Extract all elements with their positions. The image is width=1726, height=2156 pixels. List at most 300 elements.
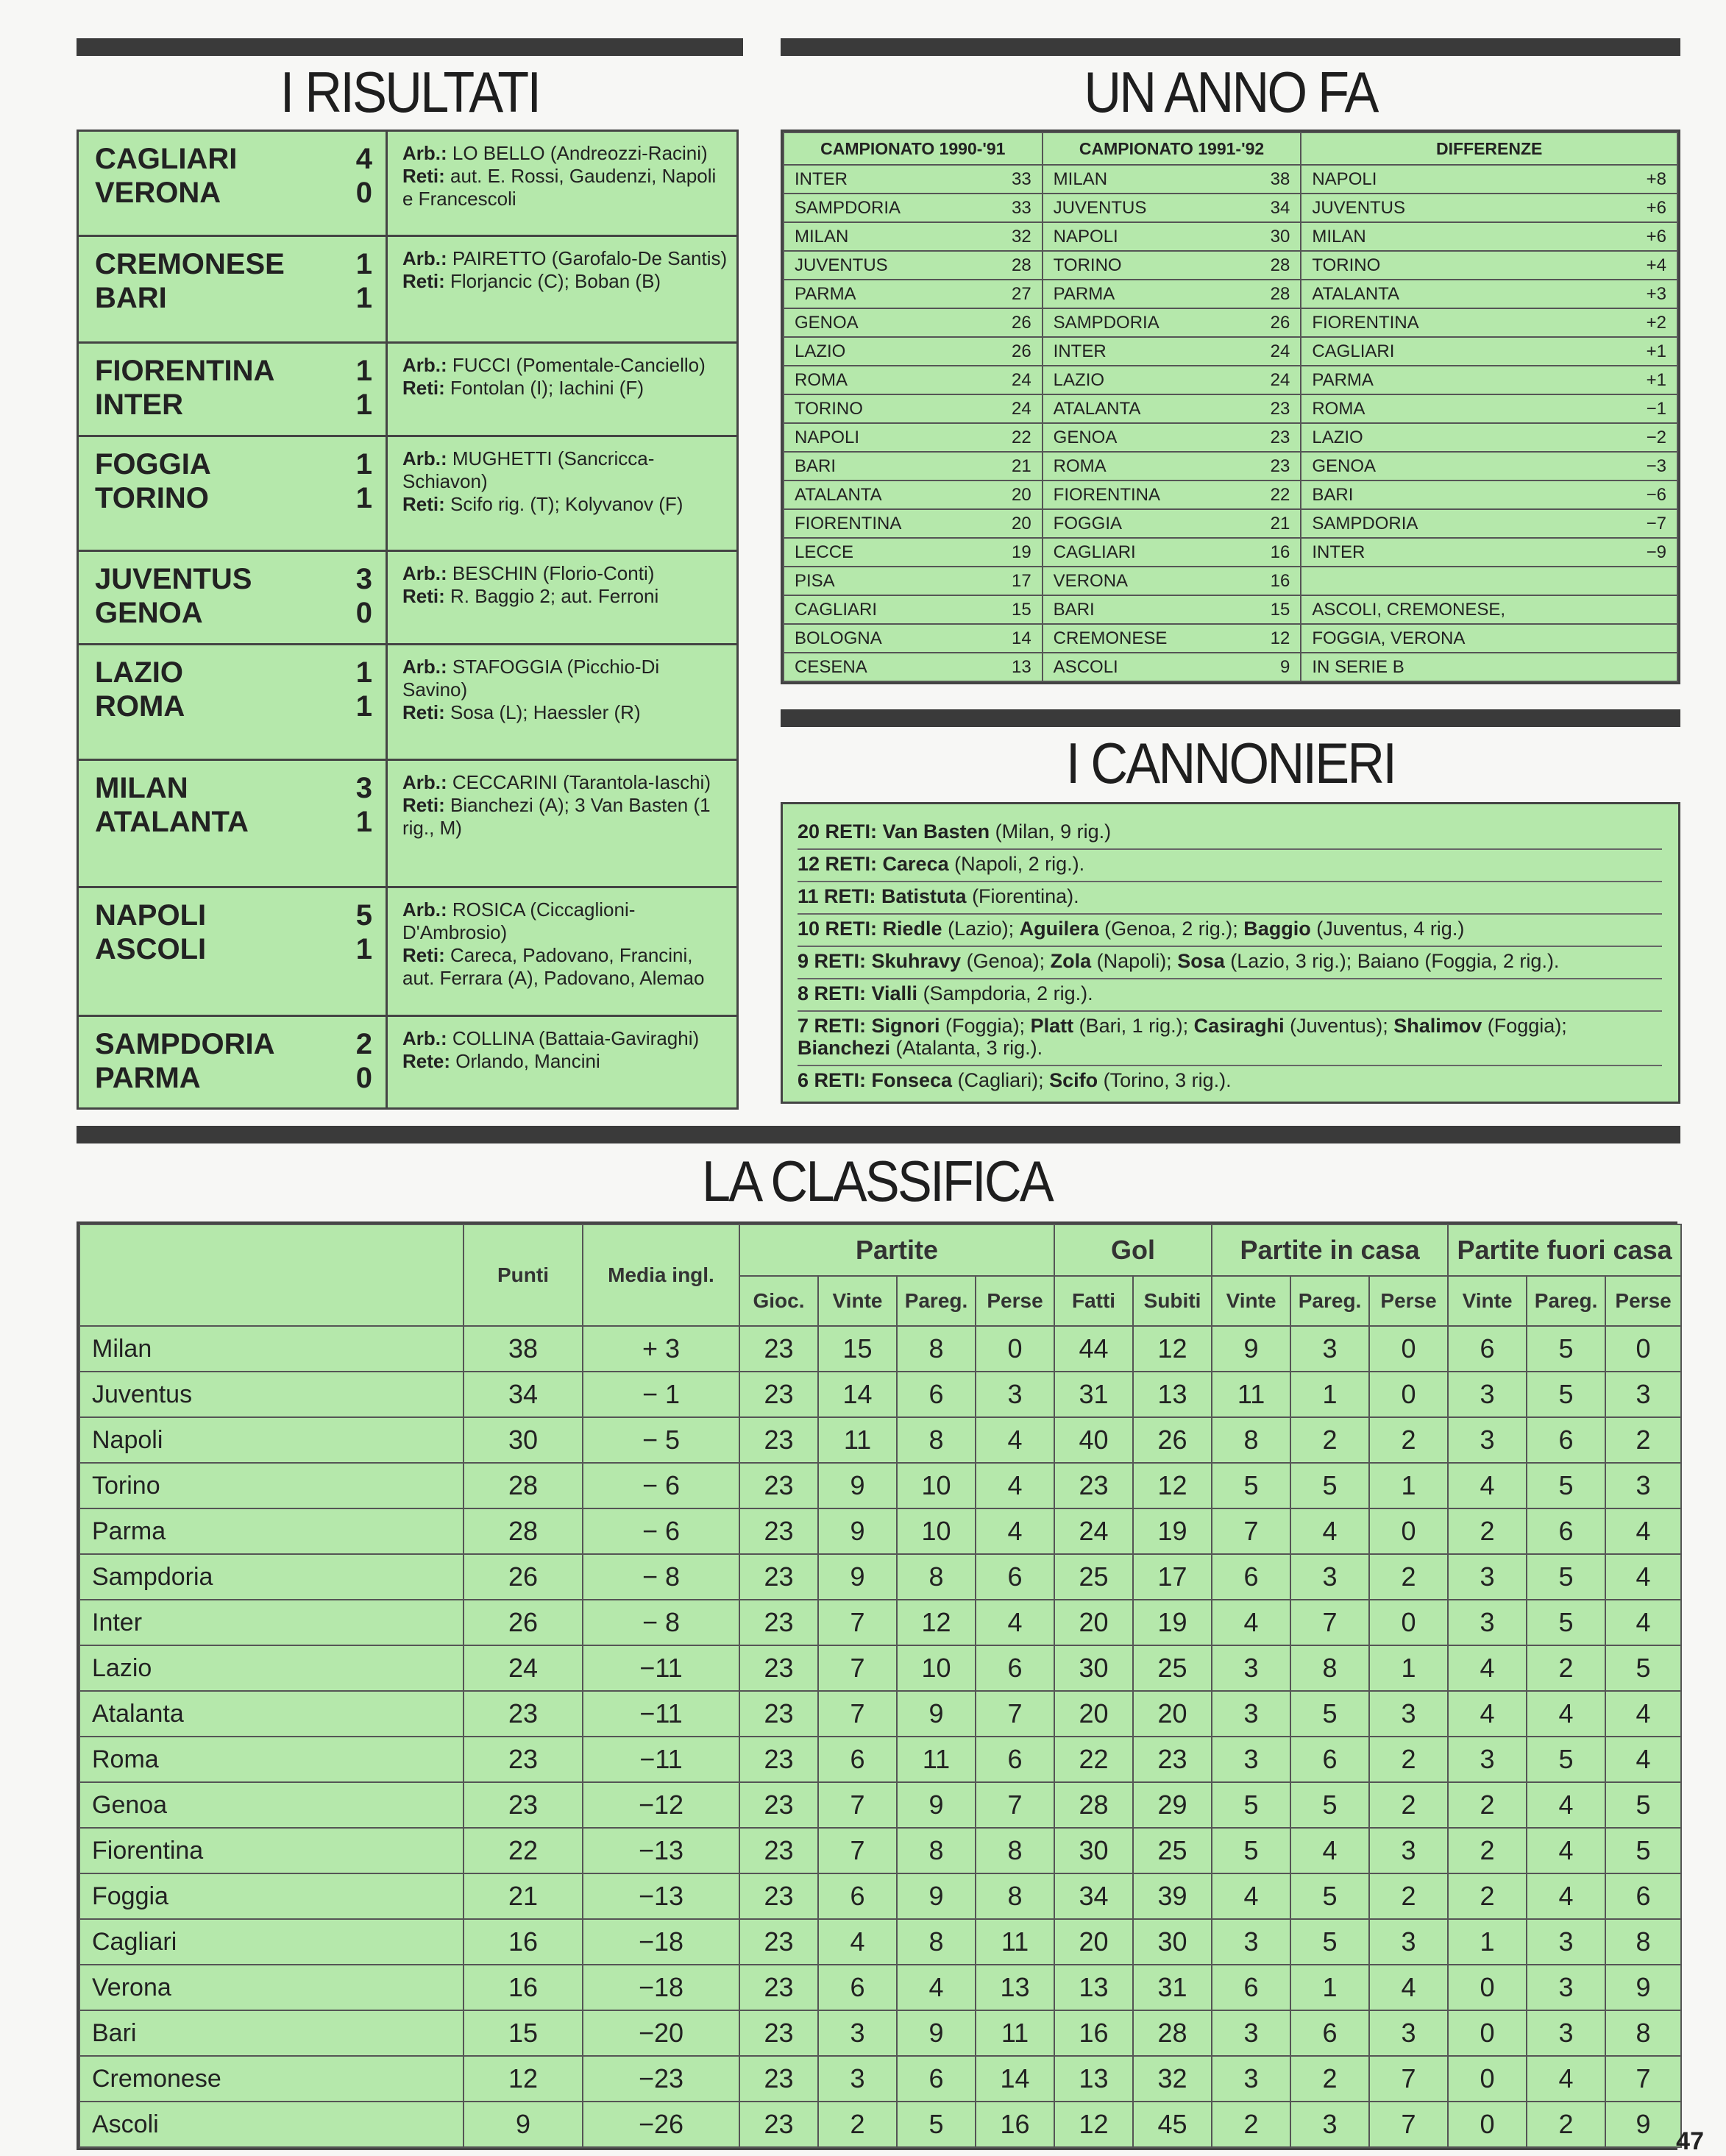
team-cell: GENOA [1043, 423, 1251, 452]
stat-cell: 11 [818, 1417, 897, 1463]
match-row [79, 761, 736, 888]
stat-cell: 40 [1054, 1417, 1133, 1463]
match-teams [79, 437, 388, 550]
header-group: Partite fuori casa [1448, 1224, 1681, 1276]
points-cell: 24 [992, 366, 1043, 394]
away-score: 0 [355, 597, 372, 630]
stat-cell: 3 [1448, 1372, 1527, 1417]
stat-cell: 3 [1605, 1463, 1681, 1508]
year-row [784, 366, 1677, 394]
stat-cell: 21 [464, 1873, 583, 1919]
stat-cell: 5 [1527, 1463, 1605, 1508]
goals-line [402, 377, 729, 400]
standings-row [79, 1828, 1681, 1873]
goals-label: Reti: [402, 492, 445, 515]
stat-cell: 3 [1212, 2010, 1290, 2056]
year-row [784, 222, 1677, 251]
away-team: INTER [95, 388, 183, 421]
stat-cell: 8 [897, 1417, 976, 1463]
scorer-name: Bianchezi [798, 1037, 891, 1059]
stat-cell: −20 [583, 2010, 739, 2056]
stat-cell: 4 [1448, 1645, 1527, 1691]
referee-label: Arb.: [402, 142, 447, 164]
team-cell: JUVENTUS [784, 251, 992, 280]
standings-row [79, 1873, 1681, 1919]
header-sub: Pareg. [1527, 1276, 1605, 1326]
team-names [95, 354, 274, 435]
stat-cell: 5 [897, 2102, 976, 2147]
stat-cell: 5 [1527, 1372, 1605, 1417]
goals-text: Orlando, Mancini [450, 1050, 600, 1073]
scorer-name: 7 RETI: Signori [798, 1015, 940, 1037]
scorer-name: Platt [1030, 1015, 1074, 1037]
stat-cell: 3 [1527, 1965, 1605, 2010]
team-cell: FOGGIA [1043, 509, 1251, 538]
goals-line [402, 1050, 729, 1073]
points-cell: 38 [1250, 165, 1301, 194]
year-row [784, 538, 1677, 567]
team-cell: TORINO [784, 394, 992, 423]
stat-cell: 2 [1290, 1417, 1369, 1463]
scorer-detail: (Foggia); [940, 1015, 1031, 1037]
stat-cell: 3 [1212, 1919, 1290, 1965]
standings-row [79, 2056, 1681, 2102]
stat-cell: 13 [1054, 2056, 1133, 2102]
points-cell: 24 [1250, 337, 1301, 366]
header-group: Partite in casa [1212, 1224, 1448, 1276]
away-score: 1 [355, 690, 372, 723]
stat-cell: 5 [1290, 1873, 1369, 1919]
scorer-detail: (Fiorentina). [966, 885, 1079, 907]
referee-line [402, 898, 729, 944]
stat-cell: 4 [976, 1463, 1054, 1508]
stat-cell: 1 [1448, 1919, 1527, 1965]
stat-cell: 5 [1527, 1600, 1605, 1645]
stat-cell: 23 [739, 2102, 818, 2147]
points-cell: 32 [992, 222, 1043, 251]
home-score: 1 [355, 354, 372, 387]
team-name-cell: Verona [79, 1965, 464, 2010]
stat-cell: 30 [464, 1417, 583, 1463]
header-sub: Perse [1605, 1276, 1681, 1326]
stat-cell: 0 [1448, 2102, 1527, 2147]
stat-cell: 0 [1369, 1508, 1448, 1554]
team-name-cell: Cremonese [79, 2056, 464, 2102]
stat-cell: 0 [1369, 1326, 1448, 1372]
stat-cell: 2 [1448, 1508, 1527, 1554]
stat-cell: 11 [897, 1737, 976, 1782]
stat-cell: 31 [1054, 1372, 1133, 1417]
stat-cell: 8 [1605, 2010, 1681, 2056]
stat-cell: 34 [1054, 1873, 1133, 1919]
team-cell: PISA [784, 567, 992, 595]
scorer-detail: (Napoli, 2 rig.). [948, 853, 1085, 875]
team-cell: CAGLIARI [1043, 538, 1251, 567]
year-row [784, 194, 1677, 222]
stat-cell: 4 [1527, 1828, 1605, 1873]
team-cell: FIORENTINA [1043, 481, 1251, 509]
stat-cell: 0 [1369, 1372, 1448, 1417]
scorer-name: 11 RETI: Batistuta [798, 885, 967, 907]
scorer-detail: (Sampdoria, 2 rig.). [917, 982, 1093, 1004]
standings-row [79, 1600, 1681, 1645]
stat-cell: 9 [1605, 2102, 1681, 2147]
points-cell: 24 [1250, 366, 1301, 394]
stat-cell: 16 [976, 2102, 1054, 2147]
scores [356, 656, 372, 759]
header-media: Media ingl. [583, 1224, 739, 1326]
team-name-cell: Juventus [79, 1372, 464, 1417]
match-row [79, 552, 736, 645]
stat-cell: 4 [1605, 1554, 1681, 1600]
team-cell: SAMPDORIA [784, 194, 992, 222]
header-sub: Gioc. [739, 1276, 818, 1326]
scorer-line [798, 1012, 1662, 1066]
stat-cell: 5 [1605, 1782, 1681, 1828]
stat-cell: 1 [1290, 1965, 1369, 2010]
scorer-line [798, 818, 1662, 850]
match-teams [79, 1017, 388, 1107]
scorer-line [798, 882, 1662, 915]
away-team: ATALANTA [95, 805, 249, 838]
stat-cell: 25 [1133, 1645, 1212, 1691]
points-cell: 15 [1250, 595, 1301, 624]
stat-cell: 4 [1527, 1782, 1605, 1828]
team-name-cell: Inter [79, 1600, 464, 1645]
team-cell: CAGLIARI [784, 595, 992, 624]
stat-cell: −26 [583, 2102, 739, 2147]
stat-cell: 5 [1212, 1828, 1290, 1873]
stat-cell: 23 [1054, 1463, 1133, 1508]
team-cell [1301, 567, 1627, 595]
scorers-box [781, 802, 1680, 1104]
stat-cell: 23 [1133, 1737, 1212, 1782]
stat-cell: 5 [1290, 1782, 1369, 1828]
points-cell: 30 [1250, 222, 1301, 251]
points-cell: −7 [1627, 509, 1677, 538]
team-cell: NAPOLI [784, 423, 992, 452]
home-score: 2 [355, 1028, 372, 1061]
points-cell: +4 [1627, 251, 1677, 280]
team-cell: GENOA [784, 308, 992, 337]
standings-row [79, 1919, 1681, 1965]
header-sub: Vinte [1448, 1276, 1527, 1326]
goals-label: Reti: [402, 585, 445, 608]
stat-cell: 7 [976, 1691, 1054, 1737]
goals-line [402, 165, 729, 210]
team-cell: ROMA [1301, 394, 1627, 423]
match-info [388, 761, 736, 886]
match-teams [79, 645, 388, 759]
standings-table [79, 1224, 1682, 2148]
stat-cell: 9 [818, 1554, 897, 1600]
stat-cell: 6 [976, 1737, 1054, 1782]
match-row [79, 344, 736, 437]
stat-cell: 39 [1133, 1873, 1212, 1919]
stat-cell: 23 [739, 1600, 818, 1645]
header-sub: Pareg. [897, 1276, 976, 1326]
header-sub: Vinte [818, 1276, 897, 1326]
team-cell: BOLOGNA [784, 624, 992, 653]
stat-cell: 23 [739, 2056, 818, 2102]
year-header: CAMPIONATO 1990-'91 [784, 132, 1043, 165]
referee-label: Arb.: [402, 353, 447, 376]
referee-text: COLLINA (Battaia-Gaviraghi) [447, 1027, 700, 1050]
stat-cell: 13 [1054, 1965, 1133, 2010]
home-score: 1 [355, 247, 372, 280]
match-teams [79, 132, 388, 235]
team-name-cell: Lazio [79, 1645, 464, 1691]
stat-cell: 5 [1527, 1554, 1605, 1600]
team-name-cell: Foggia [79, 1873, 464, 1919]
stat-cell: 26 [464, 1600, 583, 1645]
away-team: GENOA [95, 597, 203, 630]
header-sub: Vinte [1212, 1276, 1290, 1326]
stat-cell: 8 [1212, 1417, 1290, 1463]
away-score: 1 [355, 481, 372, 514]
stat-cell: 12 [897, 1600, 976, 1645]
stat-cell: 11 [1212, 1372, 1290, 1417]
scorer-name: Casiraghi [1193, 1015, 1285, 1037]
stat-cell: 5 [1605, 1828, 1681, 1873]
home-score: 4 [355, 143, 372, 175]
referee-line [402, 142, 729, 165]
away-team: BARI [95, 281, 167, 314]
stat-cell: 4 [1605, 1508, 1681, 1554]
home-team: LAZIO [95, 656, 183, 689]
referee-line [402, 354, 729, 377]
stat-cell: 3 [1369, 1691, 1448, 1737]
team-names [95, 247, 285, 341]
referee-label: Arb.: [402, 562, 447, 585]
stat-cell: 4 [1369, 1965, 1448, 2010]
stat-cell: 5 [1605, 1645, 1681, 1691]
scores [356, 898, 372, 1015]
stat-cell: 23 [739, 1645, 818, 1691]
stat-cell: 3 [1527, 1919, 1605, 1965]
goals-label: Reti: [402, 376, 445, 399]
stat-cell: 9 [1212, 1326, 1290, 1372]
header-sub: Subiti [1133, 1276, 1212, 1326]
heading-cannonieri: I CANNONIERI [1065, 731, 1396, 795]
referee-text: PAIRETTO (Garofalo-De Santis) [447, 247, 728, 269]
stat-cell: 3 [1290, 1554, 1369, 1600]
year-row [784, 624, 1677, 653]
points-cell: −3 [1627, 452, 1677, 481]
stat-cell: 3 [818, 2010, 897, 2056]
team-cell: SAMPDORIA [1043, 308, 1251, 337]
stat-cell: 28 [1054, 1782, 1133, 1828]
scorer-detail: (Juventus, 4 rig.) [1310, 918, 1465, 940]
scorer-detail: (Torino, 3 rig.). [1098, 1069, 1232, 1091]
team-cell: INTER [784, 165, 992, 194]
standings-row [79, 1326, 1681, 1372]
heading-classifica: LA CLASSIFICA [701, 1149, 1053, 1213]
team-cell: VERONA [1043, 567, 1251, 595]
stat-cell: 3 [1448, 1737, 1527, 1782]
points-cell: 26 [992, 308, 1043, 337]
stat-cell: 9 [464, 2102, 583, 2147]
stat-cell: 1 [1290, 1372, 1369, 1417]
year-row [784, 567, 1677, 595]
stat-cell: 23 [739, 1691, 818, 1737]
points-cell: 34 [1250, 194, 1301, 222]
stat-cell: −13 [583, 1873, 739, 1919]
team-cell: ROMA [1043, 452, 1251, 481]
stat-cell: 7 [818, 1691, 897, 1737]
team-cell: PARMA [1301, 366, 1627, 394]
scores [356, 562, 372, 643]
stat-cell: −18 [583, 1965, 739, 2010]
scorer-detail: (Lazio, 3 rig.); Baiano (Foggia, 2 rig.). [1224, 950, 1560, 972]
points-cell: 26 [1250, 308, 1301, 337]
team-name-cell: Parma [79, 1508, 464, 1554]
stat-cell: 4 [976, 1417, 1054, 1463]
scorer-line [798, 850, 1662, 882]
standings-row [79, 1737, 1681, 1782]
header-rule-risultati [77, 38, 743, 56]
team-cell: ATALANTA [1301, 280, 1627, 308]
stat-cell: 1 [1369, 1645, 1448, 1691]
scores [356, 447, 372, 550]
team-cell: LAZIO [1301, 423, 1627, 452]
match-info [388, 1017, 736, 1107]
stat-cell: 3 [1212, 1645, 1290, 1691]
year-row [784, 595, 1677, 624]
stat-cell: − 8 [583, 1600, 739, 1645]
standings-row [79, 1417, 1681, 1463]
team-cell: SAMPDORIA [1301, 509, 1627, 538]
stat-cell: 3 [1369, 1828, 1448, 1873]
stat-cell: 4 [1605, 1600, 1681, 1645]
stat-cell: −13 [583, 1828, 739, 1873]
away-team: PARMA [95, 1062, 201, 1095]
scorer-name: Baggio [1243, 918, 1311, 940]
stat-cell: 23 [739, 1463, 818, 1508]
stat-cell: 6 [976, 1645, 1054, 1691]
home-score: 3 [355, 563, 372, 596]
header-group: Gol [1054, 1224, 1212, 1276]
team-cell: BARI [1301, 481, 1627, 509]
standings-header-row [79, 1224, 1681, 1276]
scorer-name: 8 RETI: Vialli [798, 982, 918, 1004]
team-cell: LAZIO [784, 337, 992, 366]
stat-cell: 34 [464, 1372, 583, 1417]
standings-row [79, 1508, 1681, 1554]
stat-cell: 6 [1212, 1554, 1290, 1600]
home-score: 1 [355, 656, 372, 689]
stat-cell: 9 [897, 1873, 976, 1919]
referee-line [402, 562, 729, 585]
stat-cell: − 6 [583, 1463, 739, 1508]
team-cell: INTER [1043, 337, 1251, 366]
team-cell: INTER [1301, 538, 1627, 567]
match-row [79, 237, 736, 344]
points-cell: 23 [1250, 452, 1301, 481]
team-name-cell: Atalanta [79, 1691, 464, 1737]
stat-cell: 4 [976, 1600, 1054, 1645]
points-cell: 15 [992, 595, 1043, 624]
stat-cell: 23 [739, 1372, 818, 1417]
referee-text: FUCCI (Pomentale-Canciello) [447, 353, 706, 376]
year-header: DIFFERENZE [1301, 132, 1677, 165]
stat-cell: 8 [897, 1326, 976, 1372]
stat-cell: −12 [583, 1782, 739, 1828]
header-sub: Perse [976, 1276, 1054, 1326]
page-number: 47 [1676, 2127, 1704, 2155]
header-rule-classifica [77, 1126, 1680, 1143]
stat-cell: 30 [1054, 1828, 1133, 1873]
stat-cell: 16 [464, 1919, 583, 1965]
scorer-detail: (Milan, 9 rig.) [990, 820, 1112, 843]
stat-cell: 4 [976, 1508, 1054, 1554]
stat-cell: 7 [1369, 2056, 1448, 2102]
team-cell: LAZIO [1043, 366, 1251, 394]
stat-cell: 9 [1605, 1965, 1681, 2010]
stat-cell: 2 [1369, 1737, 1448, 1782]
year-row [784, 165, 1677, 194]
match-info [388, 645, 736, 759]
points-cell [1627, 567, 1677, 595]
team-names [95, 898, 206, 1015]
stat-cell: 25 [1054, 1554, 1133, 1600]
scorer-detail: (Genoa); [961, 950, 1051, 972]
stat-cell: 3 [1369, 1919, 1448, 1965]
standings-row [79, 1463, 1681, 1508]
stat-cell: 4 [1290, 1828, 1369, 1873]
scorer-line [798, 947, 1662, 979]
away-score: 1 [355, 281, 372, 314]
stat-cell: 28 [1133, 2010, 1212, 2056]
away-team: ASCOLI [95, 932, 207, 965]
stat-cell: 3 [1212, 1737, 1290, 1782]
results-box [77, 130, 739, 1110]
stat-cell: 23 [739, 1873, 818, 1919]
match-row [79, 437, 736, 553]
away-score: 0 [355, 177, 372, 209]
standings-row [79, 1554, 1681, 1600]
stat-cell: 3 [1290, 1326, 1369, 1372]
scorer-line [798, 915, 1662, 947]
stat-cell: −11 [583, 1691, 739, 1737]
year-row [784, 653, 1677, 681]
points-cell: −1 [1627, 394, 1677, 423]
goals-line [402, 493, 729, 516]
stat-cell: 6 [1212, 1965, 1290, 2010]
points-cell: 28 [992, 251, 1043, 280]
goals-label: Reti: [402, 269, 445, 292]
home-score: 3 [355, 771, 372, 804]
team-names [95, 447, 211, 550]
match-teams [79, 552, 388, 643]
match-teams [79, 761, 388, 886]
team-cell: NAPOLI [1043, 222, 1251, 251]
stat-cell: 28 [464, 1508, 583, 1554]
stat-cell: 8 [976, 1828, 1054, 1873]
referee-text: STAFOGGIA (Picchio-Di Savino) [402, 656, 660, 701]
stat-cell: 2 [1448, 1873, 1527, 1919]
stat-cell: 3 [1212, 2056, 1290, 2102]
stat-cell: 6 [897, 2056, 976, 2102]
stat-cell: 8 [976, 1873, 1054, 1919]
match-row [79, 888, 736, 1017]
team-cell: JUVENTUS [1043, 194, 1251, 222]
header-sub: Fatti [1054, 1276, 1133, 1326]
points-cell: +3 [1627, 280, 1677, 308]
match-info [388, 437, 736, 550]
stat-cell: 2 [818, 2102, 897, 2147]
stat-cell: 20 [1054, 1600, 1133, 1645]
